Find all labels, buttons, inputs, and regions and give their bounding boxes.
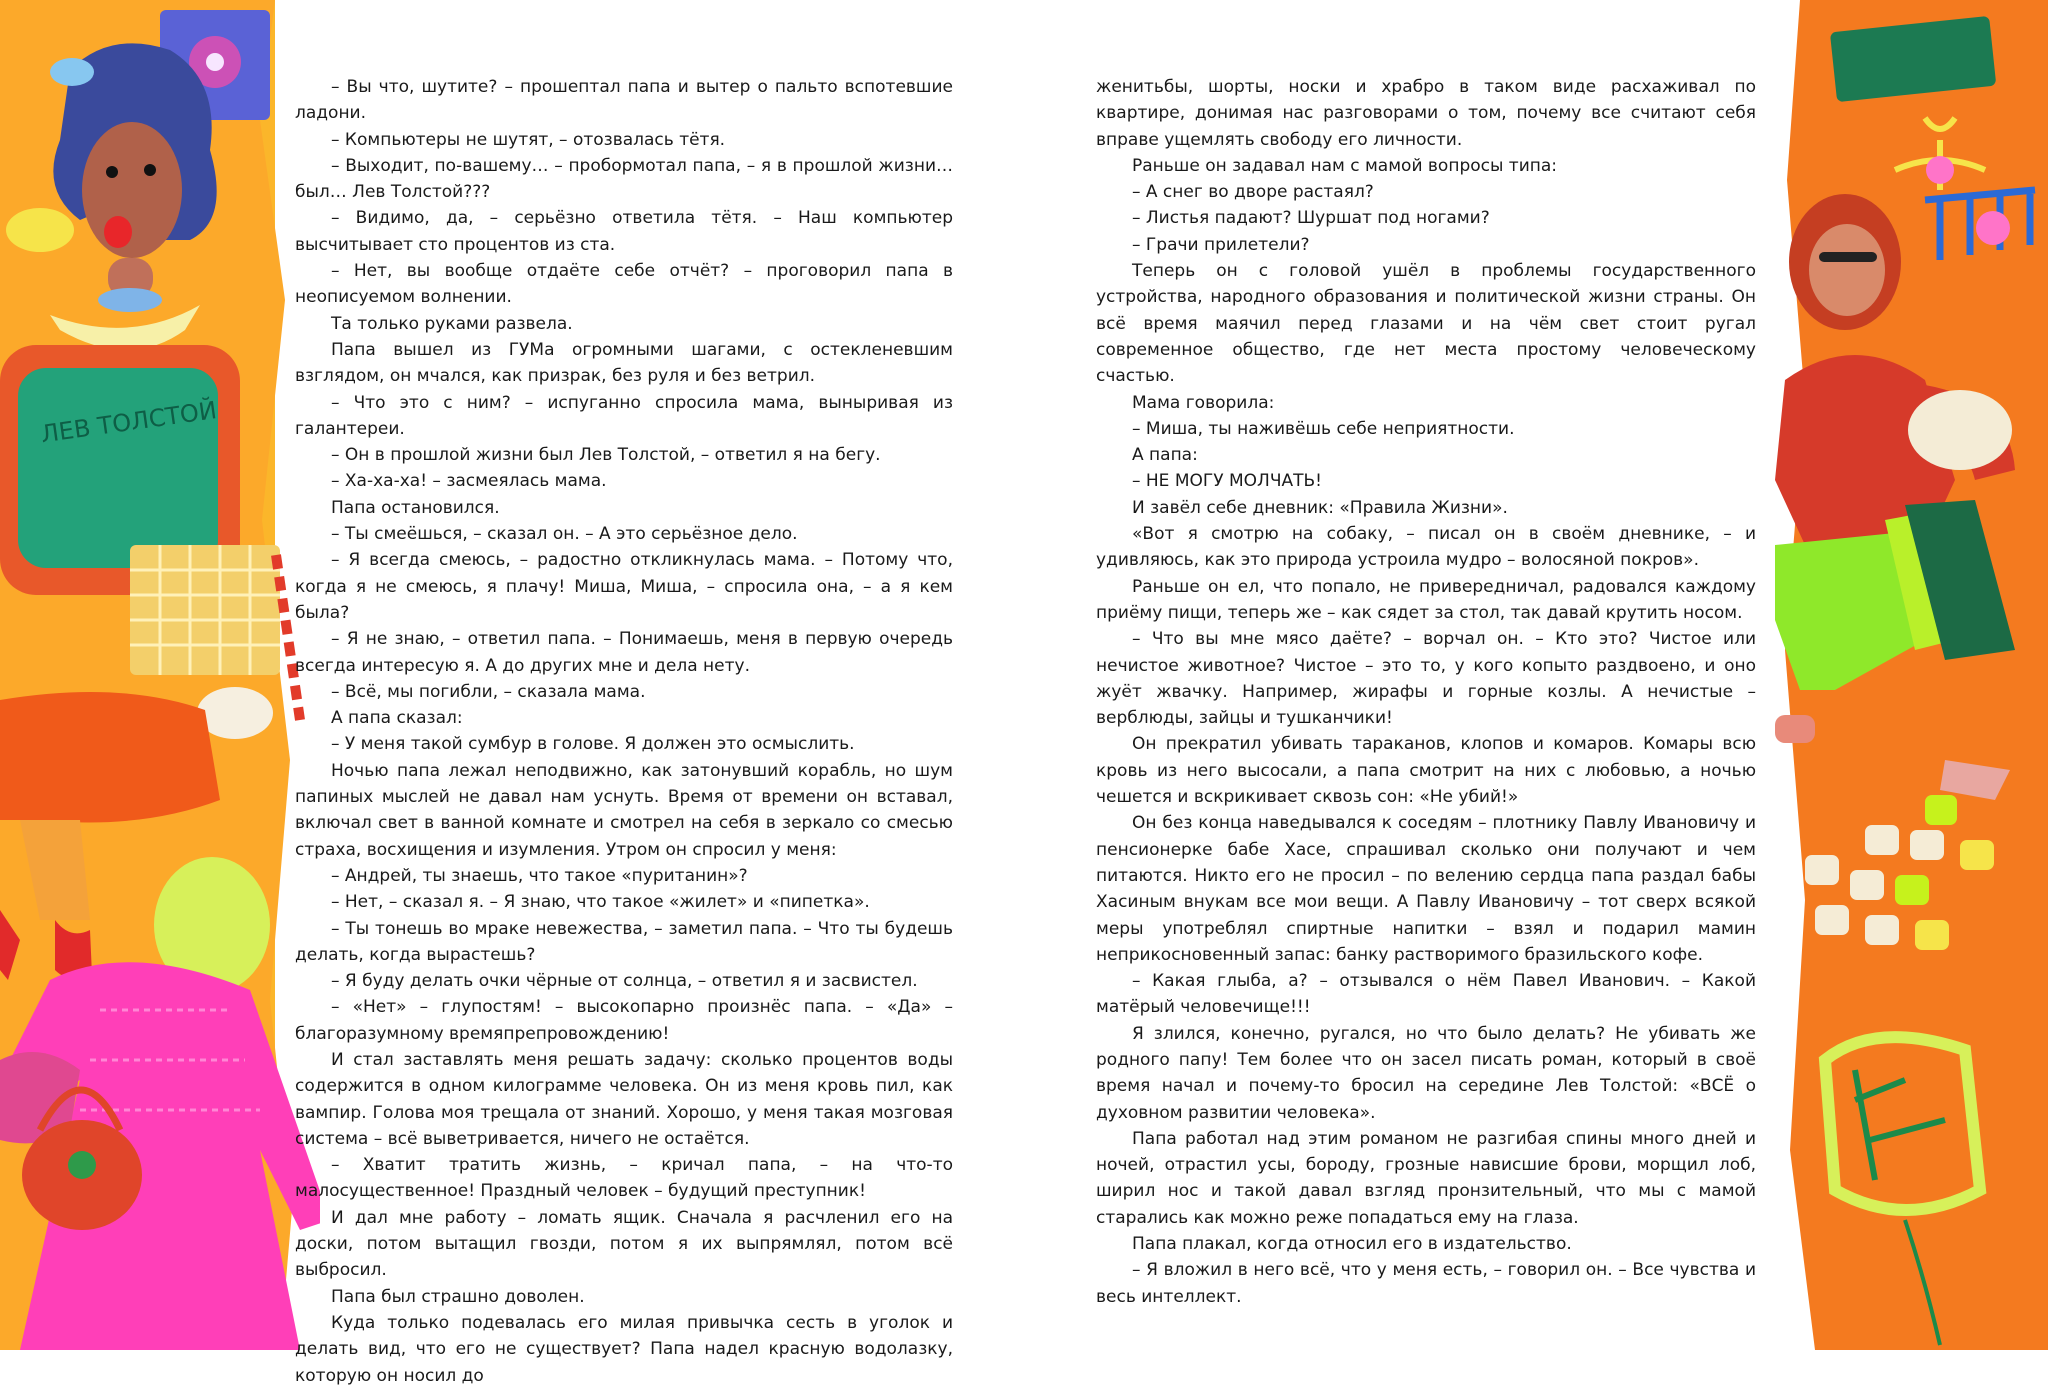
paragraph: – Выходит, по-вашему… – пробормотал папа, – я в прошлой жизни… был… Лев Толстой???	[295, 155, 953, 203]
paragraph: – Ты смеёшься, – сказал он. – А это серьёзное дело.	[331, 524, 798, 545]
paragraph: – Хватит тратить жизнь, – кричал папа, – на что-то малосущественное! Праздный человек – будущий преступник!	[295, 1155, 953, 1202]
paragraph: И дал мне работу – ломать ящик. Сначала я расчленил его на доски, потом вытащил гвозди, потом я их выпрямлял, потом всё выбросил.	[295, 1207, 953, 1281]
paragraph: «Вот я смотрю на собаку, – писал он в своём дневнике, – и удивляюсь, как это природа устроила мудро – волосяной покров».	[1096, 524, 1756, 571]
plasticine-woman-illustration	[0, 0, 320, 1350]
paragraph: Я злился, конечно, ругался, но что было делать? Не убивать же родного папу! Тем более что он засел писать роман, который в своё время начал и почему-то бросил на середине Лев Толстой: «ВСЁ о духовном развитии человека».	[1096, 1023, 1756, 1123]
left-illustration	[0, 0, 320, 1350]
grid-panel	[130, 545, 280, 675]
paragraph: – «Нет» – глупостям! – высокопарно произнёс папа. – «Да» – благоразумному времяпрепровождению!	[295, 997, 953, 1044]
paragraph: – Листья падают? Шуршат под ногами?	[1132, 208, 1490, 229]
paragraph-continuation: женитьбы, шорты, носки и храбро в таком виде расхаживал по квартире, донимая нас разговорами о том, почему все считают себя вправе ущемлять свободу его личности.	[1096, 77, 1756, 150]
paragraph: – Он в прошлой жизни был Лев Толстой, – ответил я на бегу.	[331, 445, 881, 466]
paragraph: – Нет, – сказал я. – Я знаю, что такое «жилет» и «пипетка».	[331, 892, 870, 913]
paragraph: Теперь он с головой ушёл в проблемы государственного устройства, народного образования и политической жизни страны. Он всё время маячил перед глазами и на чём свет стоит ругал современное общество, где нет места простому человеческому счастью.	[1096, 261, 1756, 387]
skirt-shape	[0, 692, 220, 823]
paragraph: Ночью папа лежал неподвижно, как затонувший корабль, но шум папиных мыслей не давал нам уснуть. Время от времени он вставал, включал свет в ванной комнате и смотрел на себя в зеркало со смесью страха, восхищения и изумления. Утром он спросил у меня:	[295, 760, 953, 860]
paragraph: И завёл себе дневник: «Правила Жизни».	[1132, 497, 1508, 518]
paragraph: – Грачи прилетели?	[1132, 234, 1310, 255]
paragraph: Папа вышел из ГУМа огромными шагами, с остекленевшим взглядом, он мчался, как призрак, без руля и без ветрил.	[295, 339, 953, 387]
paragraph: – Андрей, ты знаешь, что такое «пуританин»?	[331, 865, 748, 886]
paragraph: Он без конца наведывался к соседям – плотнику Павлу Ивановичу и пенсионерке бабе Хасе, спрашивал сколько они получают и чем питаются. Никто его не просил – по велению сердца папа раздал бабы Хасиным внукам все мои вещи. А Павлу Ивановичу – тот сверх всякой меры употреблял спиртные напитки – взял и подарил мамин неприкосновенный запас: банку растворимого бразильского кофе.	[1096, 813, 1756, 965]
paragraph: – Какая глыба, а? – отзывался о нём Павел Иванович. – Какой матёрый человечище!!!	[1096, 971, 1756, 1018]
lemon-shape	[6, 208, 74, 252]
paragraph: Папа остановился.	[331, 497, 500, 518]
paragraph: Папа был страшно доволен.	[331, 1286, 585, 1307]
plasticine-man-illustration	[1775, 0, 2048, 1350]
paragraph: Он прекратил убивать тараканов, клопов и комаров. Комары всю кровь из него высосали, а папа смотрит на них с любовью, а ночью чешется и вскрикивает сквозь сон: «Не убий!»	[1096, 734, 1756, 808]
paragraph: – Нет, вы вообще отдаёте себе отчёт? – проговорил папа в неописуемом волнении.	[295, 261, 953, 308]
paragraph: – Ха-ха-ха! – засмеялась мама.	[331, 471, 607, 492]
paragraph: А папа сказал:	[331, 708, 463, 729]
paragraph: – У меня такой сумбур в голове. Я должен это осмыслить.	[331, 734, 855, 755]
paragraph: – Я буду делать очки чёрные от солнца, – ответил я и засвистел.	[331, 971, 918, 992]
paragraph: И стал заставлять меня решать задачу: сколько процентов воды содержится в одном килограмме человека. Он из меня кровь пил, как вампир. Голова моя трещала от знаний. Хорошо, у меня такая мозговая система – всё выветривается, ничего не остаётся.	[295, 1049, 953, 1149]
paragraph: Папа работал над этим романом не разгибая спины много дней и ночей, отрастил усы, бороду, грозные нависшие брови, морщил лоб, ширил нос и такой давал взгляд пронзительный, что мы с мамой старались как можно реже попадаться ему на глаза.	[1096, 1128, 1756, 1228]
paragraph: – Видимо, да, – серьёзно ответила тётя. – Наш компьютер высчитывает сто процентов из ста.	[295, 208, 953, 255]
paragraph: – Компьютеры не шутят, – отозвалась тётя.	[331, 129, 726, 150]
paragraph: Раньше он задавал нам с мамой вопросы типа:	[1132, 155, 1558, 176]
paragraph: – Вы что, шутите? – прошептал папа и вытер о пальто вспотевшие ладони.	[295, 77, 953, 124]
paragraph: – НЕ МОГУ МОЛЧАТЬ!	[1132, 471, 1322, 492]
paragraph: – Всё, мы погибли, – сказала мама.	[331, 681, 646, 702]
white-bundle	[1908, 390, 2012, 470]
paragraph: Раньше он ел, что попало, не привередничал, радовался каждому приёму пищи, теперь же – как сядет за стол, так давай крутить носом.	[1096, 576, 1756, 623]
right-illustration	[1775, 0, 2048, 1350]
right-text-column	[1096, 74, 1756, 1310]
paragraph: – А снег во дворе растаял?	[1132, 182, 1374, 203]
paragraph: – Я вложил в него всё, что у меня есть, – говорил он. – Все чувства и весь интеллект.	[1096, 1260, 1756, 1307]
paragraph: – Миша, ты наживёшь себе неприятности.	[1132, 418, 1515, 439]
paragraph: Куда только подевалась его милая привычка сесть в уголок и делать вид, что его не существует? Папа надел красную водолазку, которую он носил до	[295, 1312, 953, 1386]
paragraph: – Что это с ним? – испуганно спросила мама, выныривая из галантереи.	[295, 392, 953, 439]
paragraph: А папа:	[1132, 445, 1198, 466]
paragraph: Та только руками развела.	[331, 313, 573, 334]
paragraph: – Ты тонешь во мраке невежества, – заметил папа. – Что ты будешь делать, когда вырастешь?	[295, 918, 953, 965]
tv-caption: ЛЕВ ТОЛСТОЙ	[39, 396, 219, 449]
tv-screen	[18, 368, 218, 568]
paragraph: – Что вы мне мясо даёте? – ворчал он. – Кто это? Чистое или нечистое животное? Чистое – это то, у кого копыто раздвоено, и оно жуёт жвачку. Например, жирафы и горные козлы. А нечистые – верблюды, зайцы и тушканчики!	[1096, 629, 1756, 729]
paragraph: Папа плакал, когда относил его в издательство.	[1132, 1234, 1572, 1255]
paragraph: – Я всегда смеюсь, – радостно откликнулась мама. – Потому что, когда я не смеюсь, я плачу! Миша, Миша, – спросила она, – а я кем была?	[295, 550, 953, 623]
paragraph: – Я не знаю, – ответил папа. – Понимаешь, меня в первую очередь всегда интересую я. А до других мне и дела нету.	[295, 629, 953, 676]
face-shape	[82, 122, 182, 258]
left-text-column	[295, 74, 953, 1389]
paragraph: Мама говорила:	[1132, 392, 1275, 413]
